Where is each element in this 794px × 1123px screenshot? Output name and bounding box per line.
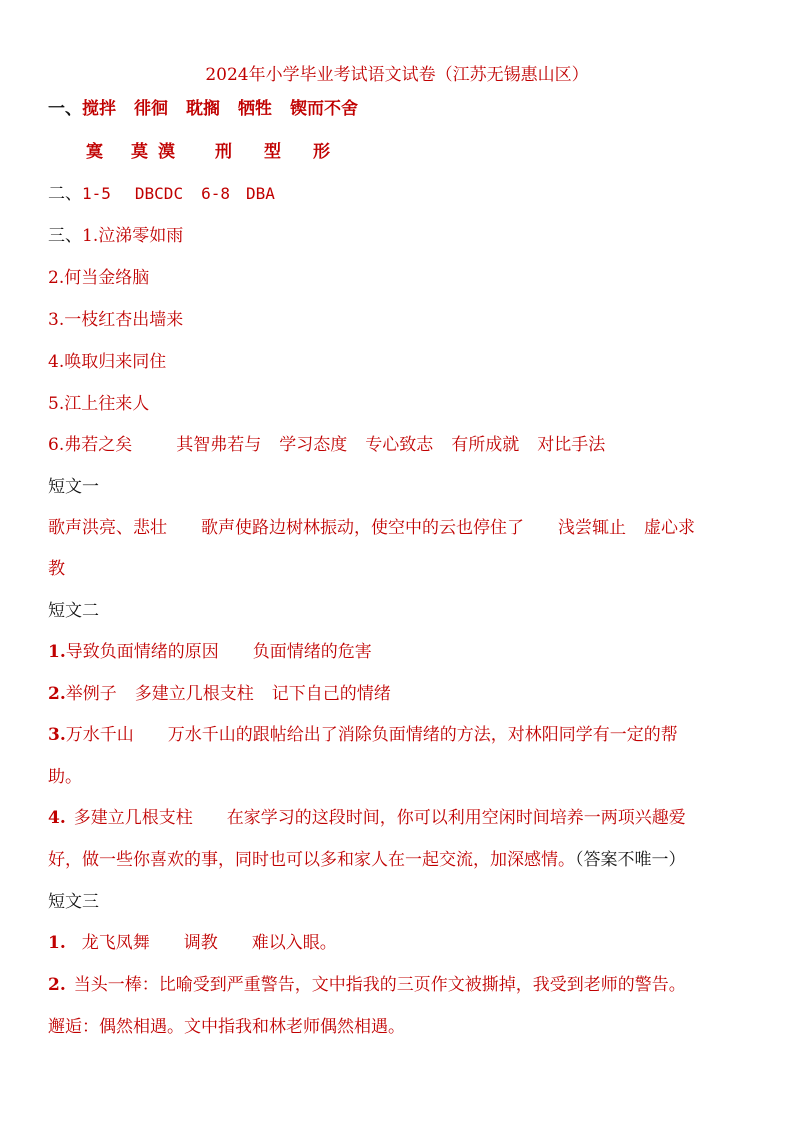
- answer: 其智弗若与: [176, 435, 262, 455]
- passage-2-heading: 短文二: [48, 601, 99, 621]
- answers-1: DBCDC: [134, 184, 184, 203]
- section-2-label: 二、: [48, 184, 82, 204]
- word: 搅拌: [82, 99, 116, 119]
- answer: 在家学习的这段时间，你可以利用空闲时间培养一两项兴趣爱: [226, 808, 686, 828]
- char: 刑: [215, 142, 232, 162]
- answer: 多建立几根支柱: [134, 684, 254, 704]
- passage-2-q4-cont: [48, 849, 764, 871]
- word: 徘徊: [134, 99, 168, 119]
- section-1-chars: [86, 141, 764, 163]
- passage-2-q1: [48, 641, 764, 663]
- passage-3-q2-cont: 邂逅：偶然相遇。文中指我和林老师偶然相遇。: [48, 1017, 405, 1037]
- word: 牺牲: [238, 99, 272, 119]
- section-3-label: 三、: [48, 226, 82, 246]
- answer: 1.泣涕零如雨: [82, 226, 184, 246]
- char: 莫: [131, 142, 148, 162]
- range-1: 1-5: [82, 184, 111, 203]
- char: 漠: [158, 142, 175, 162]
- section-3-item-6: [48, 434, 764, 456]
- section-3-item-3: 3.一枝红杏出墙来: [48, 310, 184, 330]
- passage-1-line-1: [48, 517, 764, 539]
- section-2: [48, 183, 764, 205]
- question-number: 2.: [48, 975, 66, 995]
- passage-2-q2: [48, 683, 764, 705]
- answer: 当头一棒：比喻受到严重警告，文中指我的三页作文被撕掉，我受到老师的警告。: [73, 975, 686, 995]
- answers-2: DBA: [245, 184, 275, 203]
- answer: 万水千山的跟帖给出了消除负面情绪的方法，对林阳同学有一定的帮: [167, 725, 678, 745]
- char: 寞: [86, 142, 103, 162]
- answer: 专心致志: [365, 435, 434, 455]
- question-number: 1.: [48, 642, 66, 662]
- answer: 歌声洪亮、悲壮: [48, 518, 167, 538]
- passage-3-q1: [48, 932, 764, 954]
- section-1-words: [48, 98, 764, 120]
- answer: 6.弗若之矣: [48, 435, 133, 455]
- range-2: 6-8: [201, 184, 230, 203]
- section-1-label: 一、: [48, 99, 82, 119]
- question-number: 3.: [48, 725, 66, 745]
- answer: 浅尝辄止: [558, 518, 626, 538]
- passage-1-heading: 短文一: [48, 477, 99, 497]
- passage-2-q4: [48, 807, 764, 829]
- answer: 虚心求: [644, 518, 695, 538]
- answer: 龙飞凤舞: [81, 933, 150, 953]
- passage-2-q3: [48, 724, 764, 746]
- passage-1-line-2: 教: [48, 559, 65, 579]
- passage-3-q2: [48, 974, 764, 996]
- question-number: 2.: [48, 684, 66, 704]
- char: 型: [264, 142, 281, 162]
- answer: 负面情绪的危害: [252, 642, 372, 662]
- section-3-item-4: 4.唤取归来同住: [48, 352, 167, 372]
- passage-3-heading: 短文三: [48, 892, 99, 912]
- answer: 万水千山: [65, 725, 134, 745]
- answer: 导致负面情绪的原因: [65, 642, 219, 662]
- page-title: 2024年小学毕业考试语文试卷（江苏无锡惠山区）: [205, 65, 589, 85]
- answer: 记下自己的情绪: [271, 684, 391, 704]
- answer: 对比手法: [537, 435, 606, 455]
- answer: 调教: [183, 933, 218, 953]
- answer: 歌声使路边树林振动，使空中的云也停住了: [201, 518, 524, 538]
- answer: 多建立几根支柱: [73, 808, 193, 828]
- question-number: 1.: [48, 933, 66, 953]
- word: 耽搁: [186, 99, 220, 119]
- section-3-item-5: 5.江上往来人: [48, 394, 150, 414]
- passage-2-q3-cont: 助。: [48, 767, 82, 787]
- char: 形: [313, 142, 330, 162]
- answer: 有所成就: [451, 435, 520, 455]
- answer: 举例子: [65, 684, 117, 704]
- word: 锲而不舍: [290, 99, 358, 119]
- note: （答案不唯一）: [575, 850, 686, 870]
- section-3-item-2: 2.何当金络脑: [48, 268, 150, 288]
- answer: 好，做一些你喜欢的事，同时也可以多和家人在一起交流，加深感情。: [48, 850, 575, 870]
- question-number: 4.: [48, 808, 66, 828]
- answer: 难以入眼。: [251, 933, 337, 953]
- answer: 学习态度: [279, 435, 348, 455]
- section-3-item-1: [48, 225, 764, 247]
